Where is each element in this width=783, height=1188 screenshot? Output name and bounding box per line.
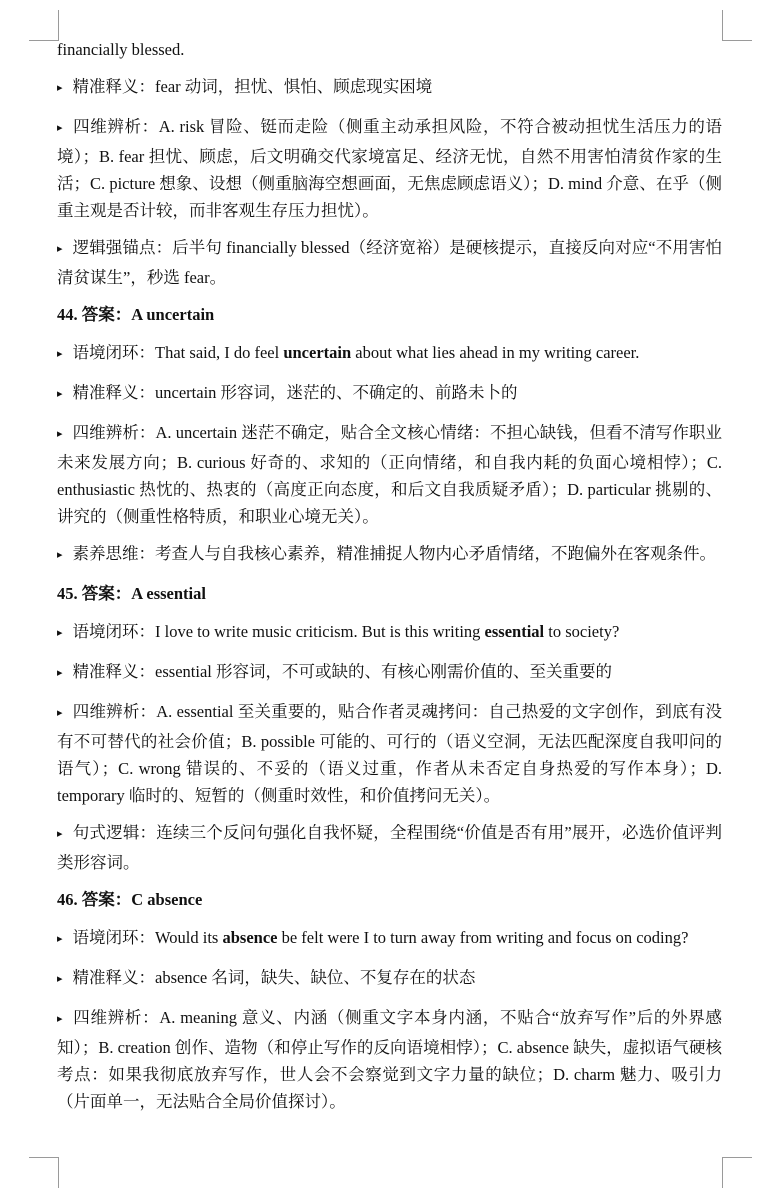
q46-definition: ▸ 精准释义：absence 名词，缺失、缺位、不复存在的状态 [57,964,722,994]
q43-analysis: ▸ 四维辨析：A. risk 冒险、铤而走险（侧重主动承担风险，不符合被动担忧生活压力的语境）；B. fear 担忧、顾虑，后文明确交代家境富足、经济无忧，自然不用害怕清贫作家的生活；C. picture 想象、设想（侧重脑海空想画面，无焦虑顾虑语义）；D. mind 介意、在乎（侧重主观是否计较，而非客观生存压力担忧）。 [57,113,722,224]
q46-context-keyword: absence [222,928,278,947]
q44-context-keyword: uncertain [283,343,352,362]
q45-context-pre: 语境闭环：I love to write music criticism. But is this writing [72,622,485,641]
crop-mark-top-right [722,10,752,41]
q44-analysis: ▸ 四维辨析：A. uncertain 迷茫不确定，贴合全文核心情绪：不担心缺钱，但看不清写作职业未来发展方向；B. curious 好奇的、求知的（正向情绪，和自我内耗的负面心境相悖）；C. enthusiastic 热忱的、热衷的（高度正向态度，和后文自我质疑矛盾）；D. particular 挑剔的、讲究的（侧重性格特质，和职业心境无关）。 [57,419,722,530]
q44-answer-heading: 44. 答案：A uncertain [57,305,215,324]
q46-answer-heading: 46. 答案：C absence [57,890,203,909]
q45-extra: ▸ 句式逻辑：连续三个反问句强化自我怀疑，全程围绕“价值是否有用”展开，必选价值评判类形容词。 [57,819,722,876]
q45-context-post: to society? [544,622,620,641]
crop-mark-top-left [29,10,59,41]
q45-context [57,618,722,648]
q45-answer-heading: 45. 答案：A essential [57,584,206,603]
q45-context-keyword: essential [484,622,545,641]
crop-mark-bottom-left [29,1157,59,1188]
q44-context-post: about what lies ahead in my writing career. [351,343,640,362]
q46-context-pre: 语境闭环：Would its [72,928,223,947]
q45-definition: ▸ 精准释义：essential 形容词，不可或缺的、有核心刚需价值的、至关重要的 [57,658,722,688]
q45-analysis: ▸ 四维辨析：A. essential 至关重要的，贴合作者灵魂拷问：自己热爱的文字创作，到底有没有不可替代的社会价值；B. possible 可能的、可行的（语义空洞，无法匹配深度自我叩问的语气）；C. wrong 错误的、不妥的（语义过重，作者从未否定自身热爱的写作本身）；D. temporary 临时的、短暂的（侧重时效性，和价值拷问无关）。 [57,698,722,809]
continued-text: financially blessed. [57,40,185,59]
q43-definition: ▸ 精准释义：fear 动词，担忧、惧怕、顾虑现实困境 [57,73,722,103]
q44-context-pre: 语境闭环：That said, I do feel [72,343,284,362]
q43-logic: ▸ 逻辑强锚点：后半句 financially blessed（经济宽裕）是硬核提示，直接反向对应“不用害怕清贫谋生”，秒选 fear。 [57,234,722,291]
crop-mark-bottom-right [722,1157,752,1188]
document-page [57,36,722,1125]
q46-context-post: be felt were I to turn away from writing and focus on coding? [277,928,689,947]
q44-definition: ▸ 精准释义：uncertain 形容词，迷茫的、不确定的、前路未卜的 [57,379,722,409]
q44-extra: ▸ 素养思维：考查人与自我核心素养，精准捕捉人物内心矛盾情绪，不跑偏外在客观条件。 [57,540,722,570]
q44-context [57,339,722,369]
q46-context [57,924,722,954]
q46-analysis: ▸ 四维辨析：A. meaning 意义、内涵（侧重文字本身内涵，不贴合“放弃写作”后的外界感知）；B. creation 创作、造物（和停止写作的反向语境相悖）；C. absence 缺失，虚拟语气硬核考点：如果我彻底放弃写作，世人会不会察觉到文字力量的缺位；D. charm 魅力、吸引力（片面单一，无法贴合全局价值探讨）。 [57,1004,722,1115]
